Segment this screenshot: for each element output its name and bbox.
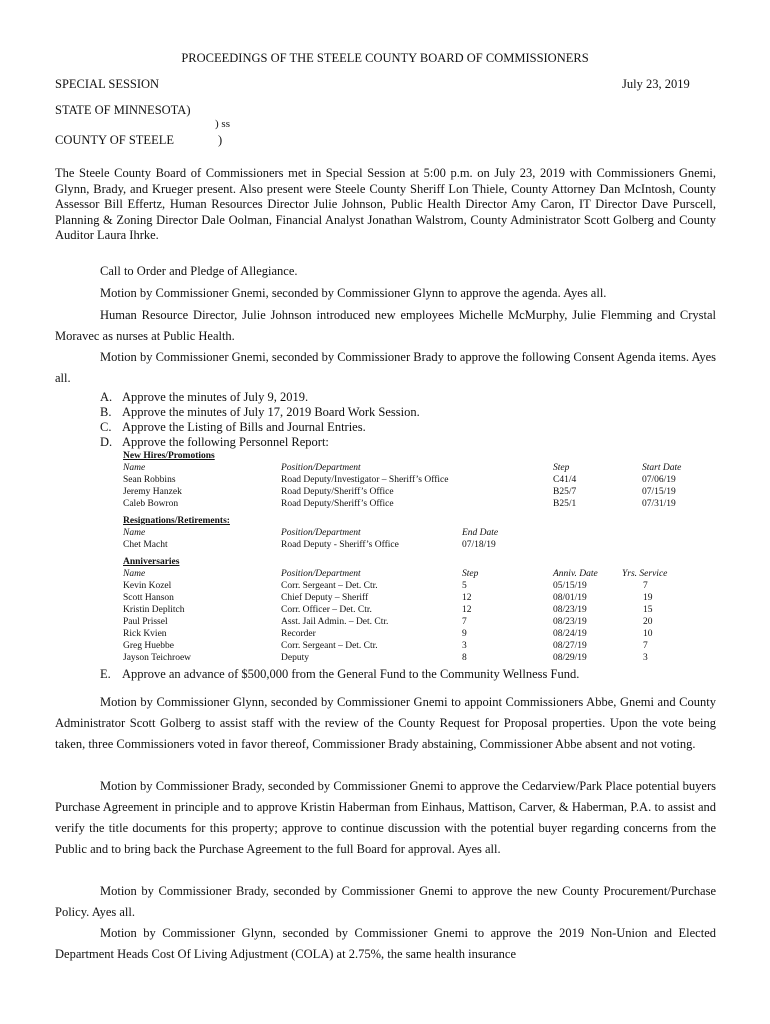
table-cell: 19 xyxy=(643,593,653,603)
table-cell: 15 xyxy=(643,605,653,615)
column-header: Name xyxy=(123,463,146,473)
table-cell: Jeremy Hanzek xyxy=(123,487,182,497)
new-employees-text: Human Resource Director, Julie Johnson introduced new employees Michelle McMurphy, Julie Flemming and Crystal Moravec as nurses at Public Health. xyxy=(55,308,716,343)
table-cell: Jayson Teichroew xyxy=(123,653,192,663)
table-cell: Deputy xyxy=(281,653,309,663)
consent-item xyxy=(100,405,420,420)
consent-item xyxy=(100,435,329,450)
table-cell: 07/06/19 xyxy=(642,475,676,485)
motion-procurement-text: Motion by Commissioner Brady, seconded by Commissioner Gnemi to approve the new County Procurement/Purchase Policy. Ayes all. xyxy=(55,884,716,919)
table-cell: 08/24/19 xyxy=(553,629,587,639)
table-cell: Kristin Deplitch xyxy=(123,605,185,615)
resignations-heading: Resignations/Retirements: xyxy=(123,516,230,526)
item-text: Approve the following Personnel Report: xyxy=(122,435,329,449)
table-cell: C41/4 xyxy=(553,475,577,485)
ss-line: ) ss xyxy=(215,118,230,130)
table-cell: Corr. Officer – Det. Ctr. xyxy=(281,605,372,615)
column-header: Name xyxy=(123,528,146,538)
column-header: Position/Department xyxy=(281,528,361,538)
county-paren: ) xyxy=(218,133,223,147)
table-cell: Caleb Bowron xyxy=(123,499,179,509)
table-cell: Greg Huebbe xyxy=(123,641,174,651)
column-header: Position/Department xyxy=(281,463,361,473)
motion-cedarview-paragraph xyxy=(55,776,716,860)
table-cell: 08/23/19 xyxy=(553,605,587,615)
consent-item xyxy=(100,667,579,682)
motion-rfp-text: Motion by Commissioner Glynn, seconded by Commissioner Gnemi to appoint Commissioners Abbe, Gnemi and County Administrator Scott Golberg to assist staff with the review of the County Request for Proposal properties. Upon the vote being taken, three Commissioners voted in favor thereof, Commissioner Brady abstaining, Commissioner Abbe absent and not voting. xyxy=(55,695,716,751)
table-cell: B25/7 xyxy=(553,487,577,497)
table-cell: 5 xyxy=(462,581,467,591)
column-header: End Date xyxy=(462,528,499,538)
table-cell: 3 xyxy=(462,641,467,651)
table-cell: 12 xyxy=(462,593,472,603)
column-header: Yrs. Service xyxy=(622,569,668,579)
table-cell: Sean Robbins xyxy=(123,475,176,485)
item-letter: E. xyxy=(100,667,111,681)
county-line: COUNTY OF STEELE xyxy=(55,133,174,147)
table-cell: Kevin Kozel xyxy=(123,581,172,591)
table-cell: Recorder xyxy=(281,629,316,639)
item-text: Approve the minutes of July 9, 2019. xyxy=(122,390,309,404)
table-cell: 10 xyxy=(643,629,653,639)
column-header: Step xyxy=(553,463,570,473)
column-header: Step xyxy=(462,569,479,579)
item-letter: C. xyxy=(100,420,112,434)
column-header: Start Date xyxy=(642,463,682,473)
item-letter: B. xyxy=(100,405,112,419)
table-cell: Chet Macht xyxy=(123,540,168,550)
table-cell: Corr. Sergeant – Det. Ctr. xyxy=(281,581,378,591)
table-cell: B25/1 xyxy=(553,499,577,509)
table-cell: Road Deputy/Investigator – Sheriff’s Office xyxy=(281,475,449,485)
table-cell: Corr. Sergeant – Det. Ctr. xyxy=(281,641,378,651)
table-cell: Scott Hanson xyxy=(123,593,174,603)
table-cell: 08/23/19 xyxy=(553,617,587,627)
table-cell: 05/15/19 xyxy=(553,581,587,591)
table-cell: 07/18/19 xyxy=(462,540,496,550)
session-date: July 23, 2019 xyxy=(622,77,690,91)
motion-procurement-paragraph xyxy=(55,881,716,923)
motion-rfp-paragraph xyxy=(55,692,716,755)
column-header: Name xyxy=(123,569,146,579)
session-type: SPECIAL SESSION xyxy=(55,77,160,91)
item-text: Approve the minutes of July 17, 2019 Board Work Session. xyxy=(122,405,420,419)
column-header: Position/Department xyxy=(281,569,361,579)
table-cell: Chief Deputy – Sheriff xyxy=(281,593,369,603)
motion-cola-paragraph xyxy=(55,923,716,965)
item-text: Approve the Listing of Bills and Journal Entries. xyxy=(122,420,366,434)
table-cell: 20 xyxy=(643,617,653,627)
table-cell: Road Deputy/Sheriff’s Office xyxy=(281,499,394,509)
table-cell: Asst. Jail Admin. – Det. Ctr. xyxy=(281,617,389,627)
item-letter: D. xyxy=(100,435,113,449)
table-cell: Road Deputy - Sheriff’s Office xyxy=(281,540,399,550)
item-text: Approve an advance of $500,000 from the General Fund to the Community Wellness Fund. xyxy=(122,667,580,681)
motion-cola-text: Motion by Commissioner Glynn, seconded by Commissioner Gnemi to approve the 2019 Non-Union and Elected Department Heads Cost Of Living Adjustment (COLA) at 2.75%, the same health insurance xyxy=(55,926,716,961)
intro-paragraph: The Steele County Board of Commissioners met in Special Session at 5:00 p.m. on July 23, 2019 with Commissioners Gnemi, Glynn, Brady, and Krueger present. Also present were Steele County Sheriff Lon Thiele, County Attorney Dan McIntosh, County Assessor Bill Effertz, Human Resources Director Julie Johnson, Public Health Director Amy Caron, IT Director Dave Purscell, Planning & Zoning Director Dale Oolman, Financial Analyst Jonathan Walstrom, County Administrator Scott Golberg and County Auditor Laura Ihrke. xyxy=(55,166,716,242)
table-cell: 07/31/19 xyxy=(642,499,676,509)
table-cell: 7 xyxy=(462,617,467,627)
table-cell: 08/27/19 xyxy=(553,641,587,651)
state-line: STATE OF MINNESOTA) xyxy=(55,103,191,117)
table-cell: Rick Kvien xyxy=(123,629,167,639)
consent-motion-paragraph xyxy=(55,347,716,389)
table-cell: 12 xyxy=(462,605,472,615)
new-hires-heading: New Hires/Promotions xyxy=(123,451,215,461)
motion-agenda: Motion by Commissioner Gnemi, seconded by Commissioner Glynn to approve the agenda. Ayes all. xyxy=(100,286,607,300)
call-to-order: Call to Order and Pledge of Allegiance. xyxy=(100,264,298,278)
motion-cedarview-text: Motion by Commissioner Brady, seconded by Commissioner Gnemi to approve the Cedarview/Park Place potential buyers Purchase Agreement in principle and to approve Kristin Haberman from Einhaus, Mattison, Carver, & Haberman, P.A. to assist and verify the title documents for this property; approve to continue discussion with the potential buyer regarding concerns from the Public and to bring back the Purchase Agreement to the full Board for approval. Ayes all. xyxy=(55,779,716,856)
anniversaries-heading: Anniversaries xyxy=(123,557,180,567)
table-cell: 08/01/19 xyxy=(553,593,587,603)
table-cell: 07/15/19 xyxy=(642,487,676,497)
column-header: Anniv. Date xyxy=(553,569,598,579)
table-cell: 3 xyxy=(643,653,648,663)
table-cell: 9 xyxy=(462,629,467,639)
table-cell: 7 xyxy=(643,581,648,591)
table-cell: 8 xyxy=(462,653,467,663)
page-title: PROCEEDINGS OF THE STEELE COUNTY BOARD OF COMMISSIONERS xyxy=(181,51,589,65)
table-cell: 7 xyxy=(643,641,648,651)
consent-motion-text: Motion by Commissioner Gnemi, seconded by Commissioner Brady to approve the following Consent Agenda items. Ayes all. xyxy=(55,350,716,385)
consent-item xyxy=(100,420,366,435)
item-letter: A. xyxy=(100,390,113,404)
table-cell: Road Deputy/Sheriff’s Office xyxy=(281,487,394,497)
consent-item xyxy=(100,390,308,405)
table-cell: 08/29/19 xyxy=(553,653,587,663)
new-employees-paragraph xyxy=(55,305,716,347)
table-cell: Paul Prissel xyxy=(123,617,168,627)
